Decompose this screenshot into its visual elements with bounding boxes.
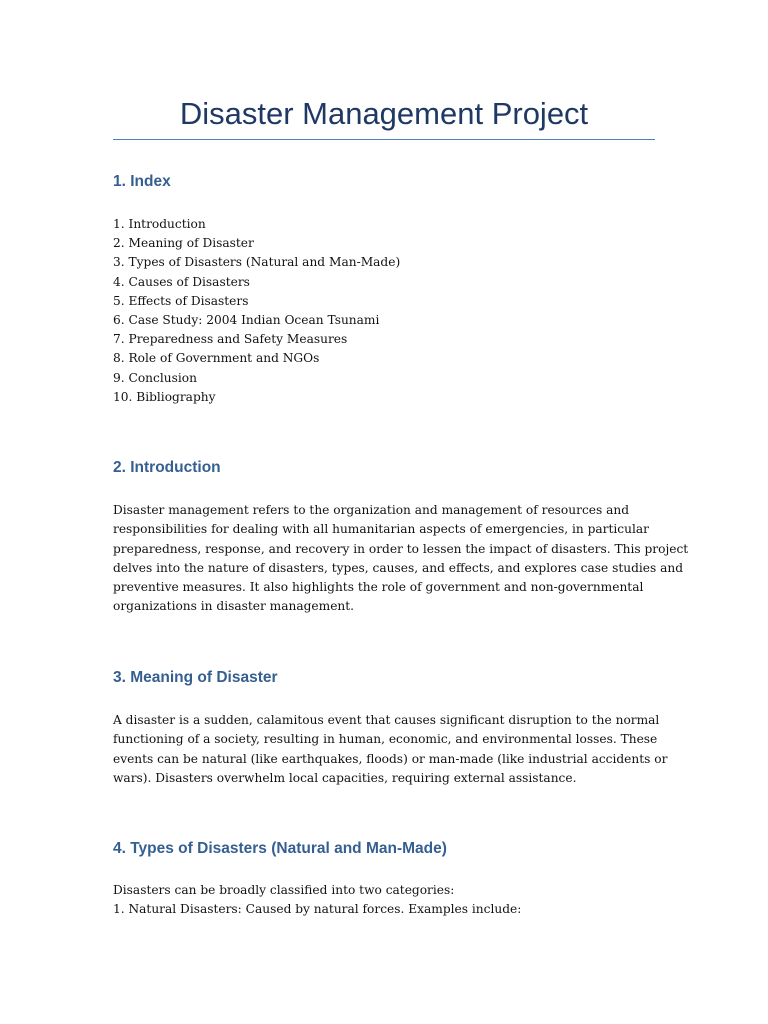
title-underline: [113, 139, 655, 140]
introduction-heading: 2. Introduction: [113, 459, 221, 476]
index-item: 5. Effects of Disasters: [113, 293, 249, 308]
index-heading: 1. Index: [113, 173, 171, 190]
index-item: 3. Types of Disasters (Natural and Man-Made): [113, 255, 401, 270]
paragraph-line: preparedness, response, and recovery in order to lessen the impact of disasters. This project: [113, 541, 689, 556]
paragraph-line: 1. Natural Disasters: Caused by natural forces. Examples include:: [113, 902, 522, 917]
paragraph-line: preventive measures. It also highlights the role of government and non-governmental: [113, 580, 644, 595]
paragraph-line: A disaster is a sudden, calamitous event that causes significant disruption to the normal: [113, 713, 660, 727]
index-item: 2. Meaning of Disaster: [113, 236, 254, 251]
paragraph-line: responsibilities for dealing with all humanitarian aspects of emergencies, in particular: [113, 522, 649, 537]
introduction-paragraph: [113, 501, 689, 617]
paragraph-line: functioning of a society, resulting in human, economic, and environmental losses. These: [113, 732, 658, 747]
index-item: 9. Conclusion: [113, 370, 197, 385]
index-list: [113, 215, 400, 407]
index-item: 8. Role of Government and NGOs: [113, 351, 320, 366]
types-paragraph: [113, 881, 658, 920]
index-item: 6. Case Study: 2004 Indian Ocean Tsunami: [113, 313, 380, 328]
index-item: 10. Bibliography: [113, 389, 216, 404]
index-item: 1. Introduction: [113, 217, 206, 231]
index-item: 4. Causes of Disasters: [113, 274, 250, 289]
paragraph-line: events can be natural (like earthquakes, floods) or man-made (like industrial accidents or: [113, 751, 668, 766]
types-heading: 4. Types of Disasters (Natural and Man-Made): [113, 840, 447, 857]
meaning-paragraph: [113, 711, 668, 788]
index-item: 7. Preparedness and Safety Measures: [113, 332, 348, 347]
paragraph-line: Disaster management refers to the organization and management of resources and: [113, 503, 630, 517]
paragraph-line: organizations in disaster management.: [113, 599, 355, 614]
document-title: Disaster Management Project: [179, 96, 589, 131]
meaning-heading: 3. Meaning of Disaster: [113, 669, 278, 686]
paragraph-line: delves into the nature of disasters, types, causes, and effects, and explores case studies and: [113, 560, 684, 575]
paragraph-line: Disasters can be broadly classified into two categories:: [113, 883, 455, 897]
paragraph-line: wars). Disasters overwhelm local capacities, requiring external assistance.: [113, 770, 577, 785]
